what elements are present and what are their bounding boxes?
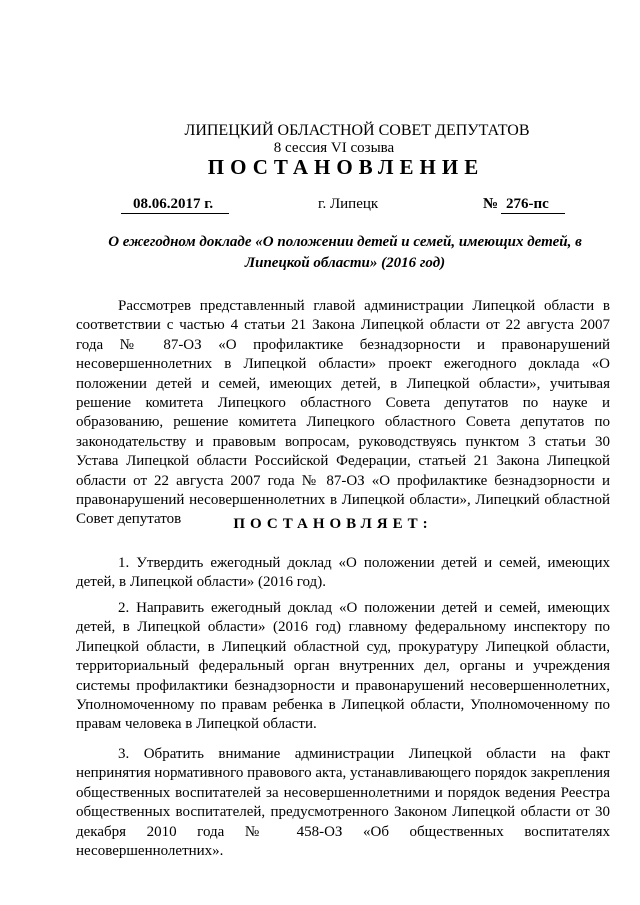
document-city: г. Липецк: [318, 196, 379, 212]
document-date: 08.06.2017 г.: [133, 196, 214, 212]
council-name: ЛИПЕЦКИЙ ОБЛАСТНОЙ СОВЕТ ДЕПУТАТОВ: [184, 122, 530, 139]
decree-item-1: 1. Утвердить ежегодный доклад «О положении детей и семей, имеющих детей, в Липецкой области» (2016 год).: [76, 555, 610, 591]
document-subject: О ежегодном докладе «О положении детей и семей, имеющих детей, в Липецкой области» (2016 год): [108, 234, 582, 271]
decree-heading: ПОСТАНОВЛЯЕТ:: [233, 516, 433, 532]
decree-item-2: 2. Направить ежегодный доклад «О положении детей и семей, имеющих детей, в Липецкой области» (2016 год) главному федеральному инспектору по Липецкой области, в Липецкий областной суд, прокуратуру Липецкой области, территориальный федеральный орган внутренних дел, органы и учреждения системы профилактики безнадзорности и правонарушений несовершеннолетних, Уполномоченному по правам ребенка в Липецкой области, Уполномоченному по правам человека в Липецкой области.: [76, 600, 610, 733]
session-info: 8 сессия VI созыва: [273, 140, 395, 156]
date-underline: [121, 213, 229, 214]
document-number: 276-пс: [506, 196, 549, 212]
number-sign: №: [483, 196, 499, 212]
intro-paragraph: Рассмотрев представленный главой администрации Липецкой области в соответствии с частью 4 статьи 21 Закона Липецкой области от 22 августа 2007 года № 87-ОЗ «О профилактике безнадзорности и правонарушений несовершеннолетних в Липецкой области» проект ежегодного доклада «О положении детей и семей, имеющих детей, в Липецкой области», учитывая решение комитета Липецкого областного Совета депутатов по науке и образованию, решение комитета Липецкого областного Совета депутатов по законодательству и правовым вопросам, руководствуясь пунктом 3 статьи 30 Устава Липецкой области Российской Федерации, статьей 21 Закона Липецкой области от 22 августа 2007 года № 87-ОЗ «О профилактике безнадзорности и правонарушений несовершеннолетних в Липецкой области», Липецкий областной Совет депутатов: [76, 298, 610, 528]
decree-item-3: 3. Обратить внимание администрации Липецкой области на факт непринятия нормативного правового акта, устанавливающего порядок закрепления общественных воспитателей за несовершеннолетними и порядок ведения Реестра общественных воспитателей, предусмотренного Законом Липецкой области от 30 декабря 2010 года № 458-ОЗ «Об общественных воспитателях несовершеннолетних».: [76, 746, 610, 860]
document-type-title: ПОСТАНОВЛЕНИЕ: [207, 155, 485, 179]
number-underline: [501, 213, 565, 214]
